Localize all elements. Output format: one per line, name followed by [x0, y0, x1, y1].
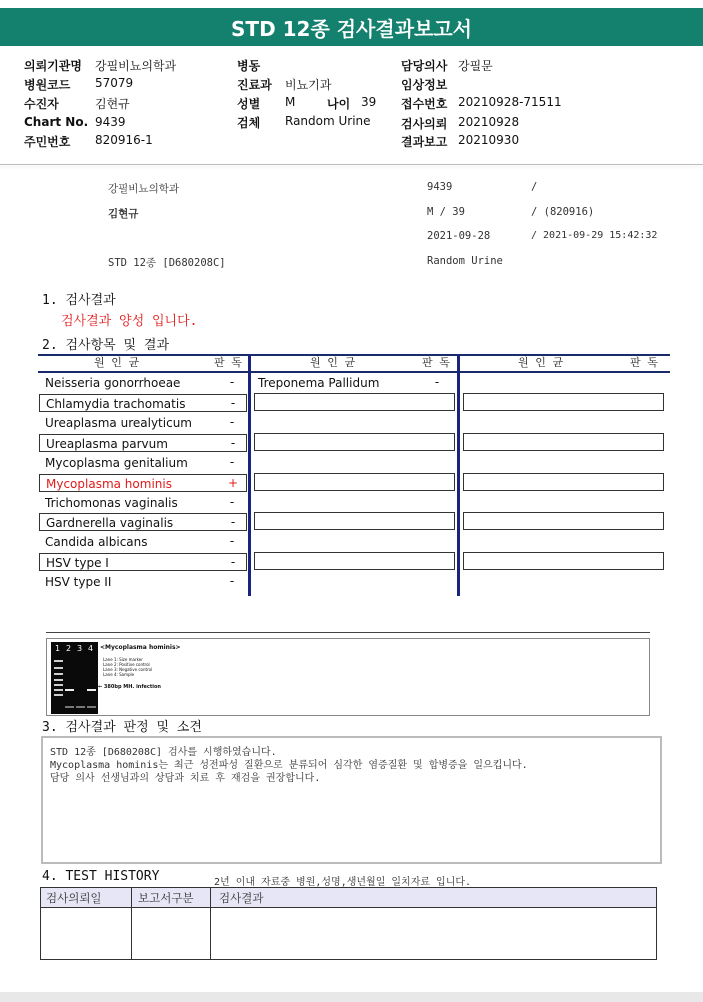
pathogen-name: Treponema Pallidum — [258, 376, 380, 390]
marker-band — [54, 684, 63, 686]
age-label: 나이 — [327, 97, 351, 111]
opinion-line: STD 12종 [D680208C] 검사를 시행하였습니다. — [50, 747, 277, 758]
pathogen-name: Neisseria gonorrhoeae — [45, 376, 181, 390]
age-value: 39 — [361, 95, 377, 109]
pathogen-name: Candida albicans — [45, 535, 148, 549]
pathogen-name: HSV type II — [45, 575, 112, 589]
request-date-label: 검사의뢰 — [401, 117, 448, 131]
judgment-value: - — [229, 574, 235, 588]
hospital-name-field: 의뢰기관명 — [24, 59, 82, 73]
table-row — [39, 454, 247, 473]
table-row — [39, 494, 247, 513]
gel-electrophoresis-image — [46, 638, 650, 716]
pathogen-name: Chlamydia trachomatis — [46, 397, 186, 411]
patient-label: 수진자 — [24, 97, 59, 111]
table-row — [252, 374, 455, 393]
history-col-report-type: 보고서구분 — [138, 891, 194, 905]
column-divider — [457, 354, 460, 596]
marker-band — [54, 694, 63, 696]
summary-slash: / — [531, 181, 538, 193]
gel-title: <Mycoplasma hominis> — [100, 644, 181, 651]
lane-label: 2 — [66, 644, 72, 653]
marker-band — [54, 673, 63, 675]
col3-pathogen-header: 원 인 균 — [518, 356, 564, 369]
receipt-no-value: 20210928-71511 — [458, 95, 562, 109]
table-row — [39, 553, 247, 571]
judgment-value: - — [230, 515, 236, 529]
marker-band — [54, 667, 63, 669]
empty-row-box — [463, 433, 664, 451]
judgment-value: - — [229, 455, 235, 469]
table-row — [39, 374, 247, 393]
legend-line: Lane 2: Positive control — [103, 662, 150, 667]
gel-legend — [103, 657, 152, 677]
empty-row-box — [254, 393, 455, 411]
summary-name: 김현규 — [108, 208, 139, 220]
sex-value: M — [285, 95, 296, 109]
section4-title: 4. TEST HISTORY — [42, 869, 160, 884]
history-col-divider — [210, 888, 211, 959]
opinion-box — [41, 736, 662, 864]
patient-value: 김현규 — [95, 97, 130, 111]
chart-no-value: 9439 — [95, 115, 126, 129]
judgment-value: - — [229, 534, 235, 548]
doctor-value: 강필문 — [458, 59, 493, 73]
pathogen-name: Mycoplasma genitalium — [45, 456, 188, 470]
report-title: STD 12종 검사결과보고서 — [0, 8, 703, 46]
col2-judgment-header: 판 독 — [422, 356, 450, 369]
history-col-result: 검사결과 — [219, 891, 264, 905]
request-date-value: 20210928 — [458, 115, 520, 129]
empty-row-box — [254, 552, 455, 570]
empty-row-box — [463, 473, 664, 491]
history-note: 2년 이내 자료중 병원,성명,생년월일 일치자료 입니다. — [214, 877, 472, 888]
empty-row-box — [254, 512, 455, 530]
summary-hospital: 강필비뇨의학과 — [108, 183, 180, 195]
clinical-info-label: 임상정보 — [401, 78, 448, 92]
empty-row-box — [463, 512, 664, 530]
col2-pathogen-header: 원 인 균 — [310, 356, 356, 369]
gel-arrow-label: ← 380bp MH. infection — [98, 684, 161, 690]
summary-chart: 9439 — [427, 181, 453, 193]
primer-band — [76, 706, 85, 708]
empty-row-box — [463, 552, 664, 570]
column-divider — [248, 354, 251, 596]
opinion-line: 담당 의사 선생님과의 상담과 치료 후 재검을 권장합니다. — [50, 773, 321, 784]
judgment-value: - — [229, 495, 235, 509]
table-row — [39, 434, 247, 452]
pathogen-name: Gardnerella vaginalis — [46, 516, 174, 530]
receipt-no-label: 접수번호 — [401, 97, 448, 111]
section1-title: 1. 검사결과 — [42, 293, 116, 308]
col1-pathogen-header: 원 인 균 — [94, 356, 140, 369]
pathogen-name: Mycoplasma hominis — [46, 477, 172, 491]
lane-label: 4 — [88, 644, 94, 653]
table-row — [39, 573, 247, 592]
summary-test: STD 12종 [D680208C] — [108, 257, 226, 269]
hospital-code-value: 57079 — [95, 76, 134, 90]
section1-result: 검사결과 양성 입니다. — [61, 314, 198, 329]
summary-specimen: Random Urine — [427, 255, 503, 267]
report-date-value: 20210930 — [458, 133, 520, 147]
history-header-row — [41, 888, 656, 908]
table-row — [39, 533, 247, 552]
summary-sex-age: M / 39 — [427, 206, 465, 218]
chart-no-label: Chart No. — [24, 115, 89, 129]
department-label: 진료과 — [237, 78, 272, 92]
gel-picture — [51, 642, 98, 714]
history-col-request-date: 검사의뢰일 — [46, 891, 102, 905]
doctor-label: 담당의사 — [401, 59, 448, 73]
gel-divider — [46, 632, 650, 633]
section3-title: 3. 검사결과 판정 및 소견 — [42, 720, 202, 735]
sample-band — [87, 689, 96, 691]
test-history-table — [40, 887, 657, 960]
pathogen-name: Ureaplasma parvum — [46, 437, 168, 451]
primer-band — [65, 706, 74, 708]
page-bottom-margin — [0, 992, 703, 1002]
judgment-value: - — [229, 415, 235, 429]
history-col-divider — [131, 888, 132, 959]
header-divider — [0, 164, 703, 165]
resident-no-value: 820916-1 — [95, 133, 153, 147]
judgment-value: - — [434, 375, 440, 389]
section2-title: 2. 검사항목 및 결과 — [42, 338, 170, 353]
specimen-value: Random Urine — [285, 114, 371, 128]
marker-band — [54, 689, 63, 691]
summary-birth: / (820916) — [531, 206, 595, 218]
empty-row-box — [254, 473, 455, 491]
col3-judgment-header: 판 독 — [630, 356, 658, 369]
summary-date2: / 2021-09-29 15:42:32 — [531, 230, 658, 241]
positive-band — [65, 689, 74, 691]
table-row — [39, 394, 247, 412]
marker-band — [54, 679, 63, 681]
empty-row-box — [463, 393, 664, 411]
legend-line: Lane 3: Negative control — [103, 667, 153, 672]
hospital-code-label: 병원코드 — [24, 78, 71, 92]
report-date-label: 결과보고 — [401, 135, 448, 149]
marker-band — [54, 660, 63, 662]
pathogen-name: Ureaplasma urealyticum — [45, 416, 192, 430]
judgment-value: - — [229, 375, 235, 389]
ward-label: 병동 — [237, 59, 261, 73]
lane-label: 1 — [55, 644, 61, 653]
summary-date1: 2021-09-28 — [427, 230, 491, 242]
resident-no-label: 주민번호 — [24, 135, 71, 149]
table-row-positive — [39, 474, 247, 492]
opinion-line: Mycoplasma hominis는 최근 성전파성 질환으로 분류되어 심각한 염증질환 및 합병증을 일으킵니다. — [50, 760, 528, 771]
judgment-value: - — [230, 396, 236, 410]
judgment-value: - — [230, 436, 236, 450]
lane-label: 3 — [77, 644, 83, 653]
table-row — [39, 414, 247, 433]
primer-band — [87, 706, 96, 708]
hospital-name-value: 강필비뇨의학과 — [95, 59, 177, 73]
empty-row-box — [254, 433, 455, 451]
pathogen-name: HSV type I — [46, 556, 109, 570]
legend-line: Lane 1: Size marker — [103, 657, 143, 662]
sex-label: 성별 — [237, 97, 261, 111]
legend-line: Lane 4: Sample — [103, 672, 135, 677]
judgment-value: + — [227, 476, 239, 490]
judgment-value: - — [230, 555, 236, 569]
pathogen-name: Trichomonas vaginalis — [45, 496, 178, 510]
department-value: 비뇨기과 — [285, 78, 332, 92]
col1-judgment-header: 판 독 — [214, 356, 242, 369]
table-row — [39, 513, 247, 531]
specimen-label: 검체 — [237, 116, 261, 130]
